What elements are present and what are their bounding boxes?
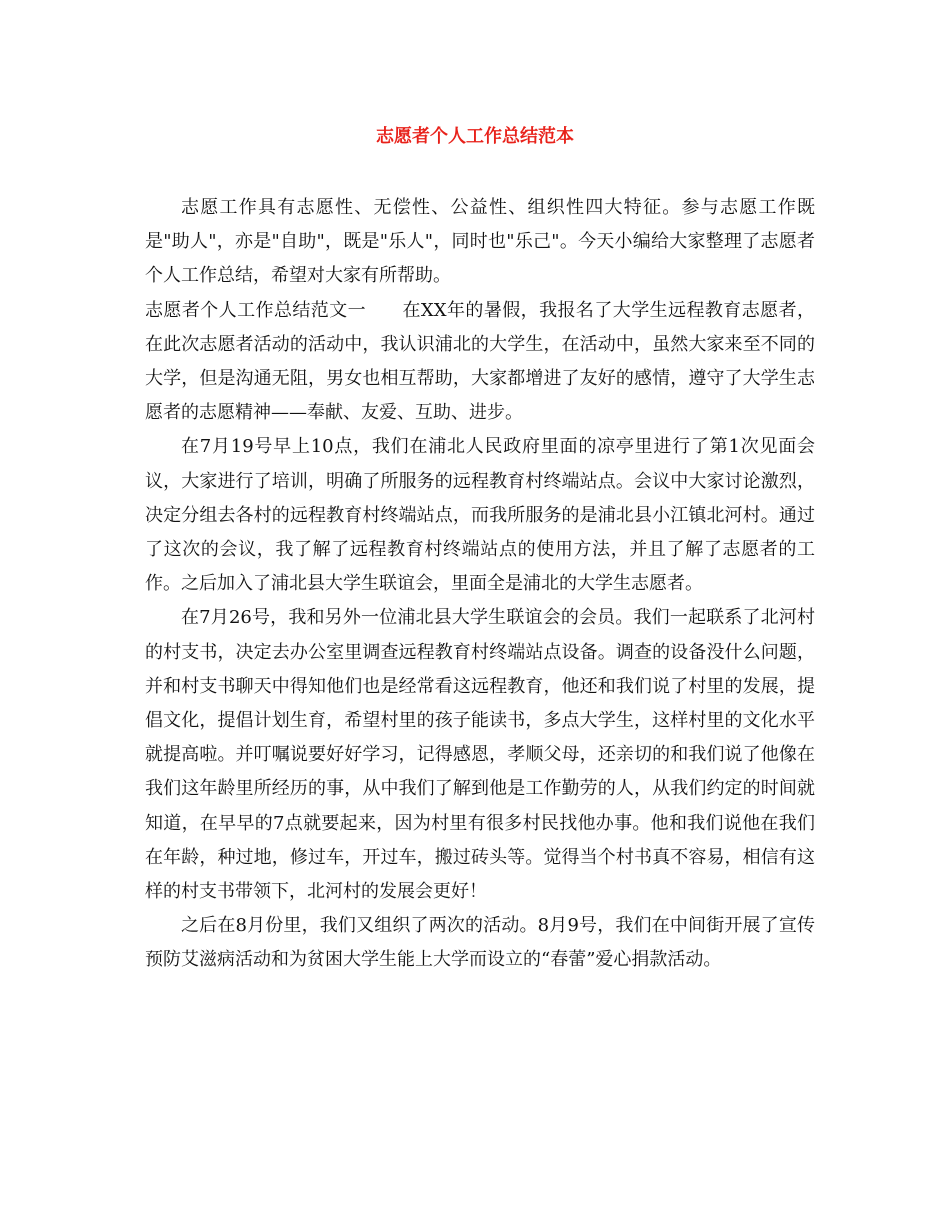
body-paragraph-1: 在XX年的暑假，我报名了大学生远程教育志愿者，在此次志愿者活动的活动中，我认识浦北的大学生，在活动中，虽然大家来至不同的大学，但是沟通无阻，男女也相互帮助，大家都增进了友好的感情，遵守了大学生志愿者的志愿精神——奉献、友爱、互助、进步。	[145, 299, 815, 424]
document-title: 志愿者个人工作总结范本	[376, 126, 574, 147]
body-paragraph-2: 在7月19号早上10点，我们在浦北人民政府里面的凉亭里进行了第1次见面会议，大家进行了培训，明确了所服务的远程教育村终端站点。会议中大家讨论激烈，决定分组去各村的远程教育村终端站点，而我所服务的是浦北县小江镇北河村。通过了这次的会议，我了解了远程教育村终端站点的使用方法，并且了解了志愿者的工作。之后加入了浦北县大学生联谊会，里面全是浦北的大学生志愿者。	[145, 436, 815, 595]
document-body	[145, 191, 815, 978]
section-heading: 志愿者个人工作总结范文一	[145, 299, 367, 321]
intro-paragraph: 志愿工作具有志愿性、无偿性、公益性、组织性四大特征。参与志愿工作既是"助人"，亦是"自助"，既是"乐人"，同时也"乐己"。今天小编给大家整理了志愿者个人工作总结，希望对大家有所帮助。	[145, 197, 815, 287]
body-paragraph-4: 之后在8月份里，我们又组织了两次的活动。8月9号，我们在中间街开展了宣传预防艾滋病活动和为贫困大学生能上大学而设立的“春蕾”爱心捐款活动。	[145, 915, 815, 971]
section-paragraph	[145, 294, 815, 431]
body-paragraph-3: 在7月26号，我和另外一位浦北县大学生联谊会的会员。我们一起联系了北河村的村支书，决定去办公室里调查远程教育村终端站点设备。调查的设备没什么问题，并和村支书聊天中得知他们也是经常看这远程教育，他还和我们说了村里的发展，提倡文化，提倡计划生育，希望村里的孩子能读书，多点大学生，这样村里的文化水平就提高啦。并叮嘱说要好好学习，记得感恩，孝顺父母，还亲切的和我们说了他像在我们这年龄里所经历的事，从中我们了解到他是工作勤劳的人，从我们约定的时间就知道，在早早的7点就要起来，因为村里有很多村民找他办事。他和我们说他在我们在年龄，种过地，修过车，开过车，搬过砖头等。觉得当个村书真不容易，相信有这样的村支书带领下，北河村的发展会更好！	[145, 607, 815, 903]
